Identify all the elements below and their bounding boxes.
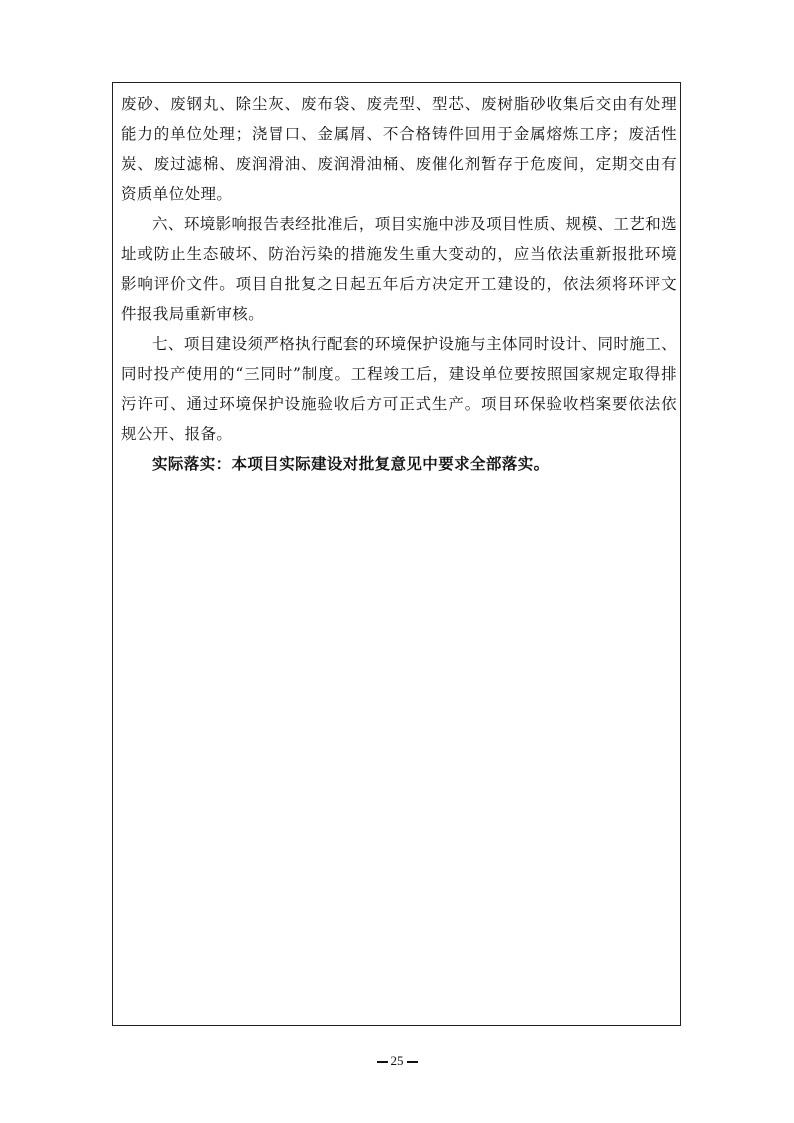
paragraph-waste-handling: 废砂、废钢丸、除尘灰、废布袋、废壳型、型芯、废树脂砂收集后交由有处理能力的单位处理；浇冒口、金属屑、不合格铸件回用于金属熔炼工序；废活性炭、废过滤棉、废润滑油、废润滑油桶、废催化剂暂存于危废间，定期交由有资质单位处理。 — [121, 95, 677, 203]
document-body — [121, 89, 677, 479]
paragraph-item-six: 六、环境影响报告表经批准后，项目实施中涉及项目性质、规模、工艺和选址或防止生态破坏、防治污染的措施发生重大变动的，应当依法重新报批环境影响评价文件。项目自批复之日起五年后方决定开工建设的，依法须将环评文件报我局重新审核。 — [121, 215, 677, 323]
dash-left-icon — [377, 1061, 388, 1063]
page-footer — [0, 1053, 794, 1069]
page-number: 25 — [390, 1053, 404, 1068]
document-table-cell — [112, 82, 681, 1026]
paragraph-implementation-status: 实际落实：本项目实际建设对批复意见中要求全部落实。 — [152, 454, 550, 473]
dash-right-icon — [407, 1061, 418, 1063]
paragraph-item-seven: 七、项目建设须严格执行配套的环境保护设施与主体同时设计、同时施工、同时投产使用的“三同时”制度。工程竣工后，建设单位要按照国家规定取得排污许可、通过环境保护设施验收后方可正式生产。项目环保验收档案要依法依规公开、报备。 — [121, 335, 677, 443]
